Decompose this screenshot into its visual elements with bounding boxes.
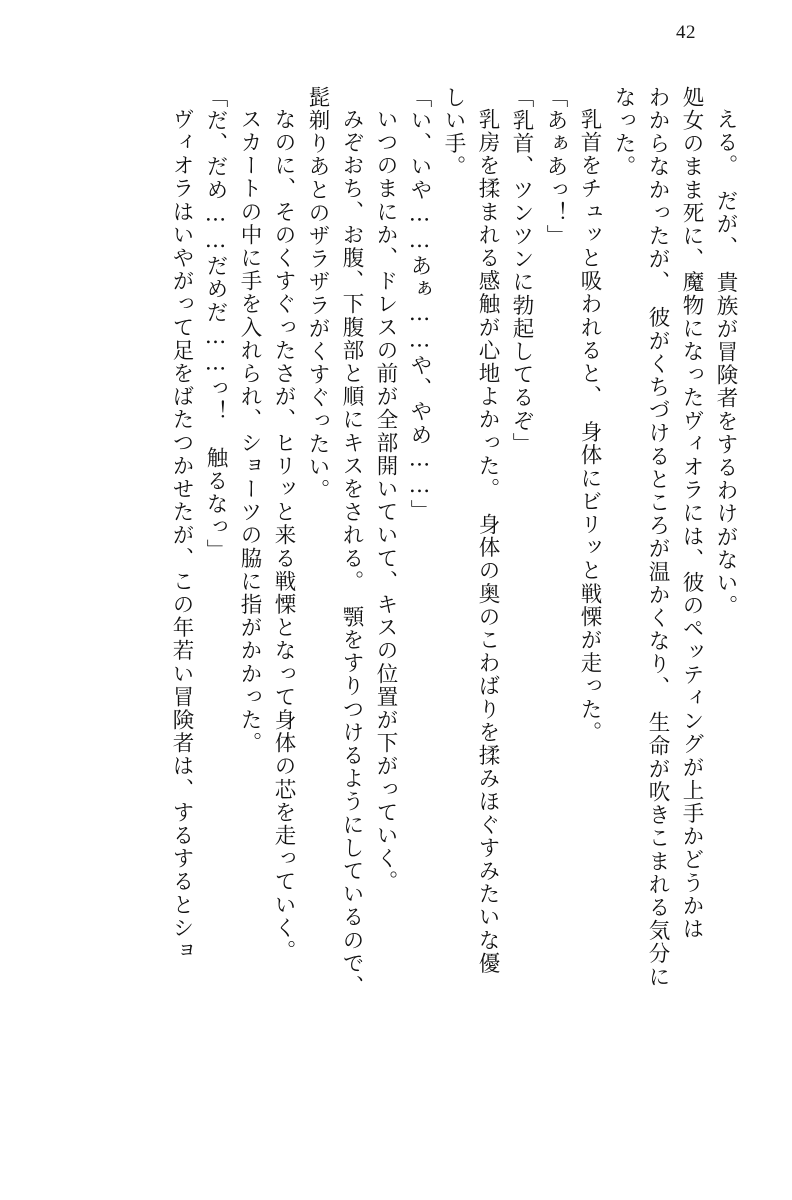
text-line: 髭剃りあとのザラザラがくすぐったい。 [305, 86, 330, 502]
text-line: 乳房を揉まれる感触が心地よかった。 身体の奥のこわばりを揉みほぐすみたいな優 [475, 108, 500, 976]
text-line: なった。 [611, 86, 636, 179]
text-line: 「だ、だめ……だめだ……っ！ 触るなっ」 [203, 86, 228, 562]
text-line: 「い、いや……あぁ……や、やめ……」 [407, 86, 432, 523]
page-number: 42 [676, 22, 696, 43]
text-line: わからなかったが、 彼がくちづけるところが温かくなり、 生命が吹きこまれる気分に [645, 86, 670, 989]
vertical-text-body [44, 86, 736, 1152]
text-line: 「乳首、ツンツンに勃起してるぞ」 [509, 86, 534, 456]
text-line: 「あぁあっ！」 [543, 86, 568, 248]
text-line: しい手。 [441, 86, 466, 179]
text-line: いつのまにか、ドレスの前が全部開いていて、キスの位置が下がっていく。 [373, 108, 398, 894]
text-line: スカートの中に手を入れられ、ショーツの脇に指がかかった。 [237, 108, 262, 755]
text-line: 乳首をチュッと吸われると、 身体にビリッと戦慄が走った。 [577, 108, 602, 745]
text-line: みぞおち、お腹、下腹部と順にキスをされる。 顎をすりつけるようにしているので、 [339, 108, 364, 999]
text-line: 処女のまま死に、魔物になったヴィオラには、彼のペッティングが上手かどうかは [679, 86, 704, 941]
text-line: ヴィオラはいやがって足をばたつかせたが、この年若い冒険者は、するするとショ [169, 108, 194, 963]
text-line: なのに、そのくすぐったさが、ヒリッと来る戦慄となって身体の芯を走っていく。 [271, 108, 296, 963]
text-line: える。 だが、 貴族が冒険者をするわけがない。 [713, 108, 738, 618]
